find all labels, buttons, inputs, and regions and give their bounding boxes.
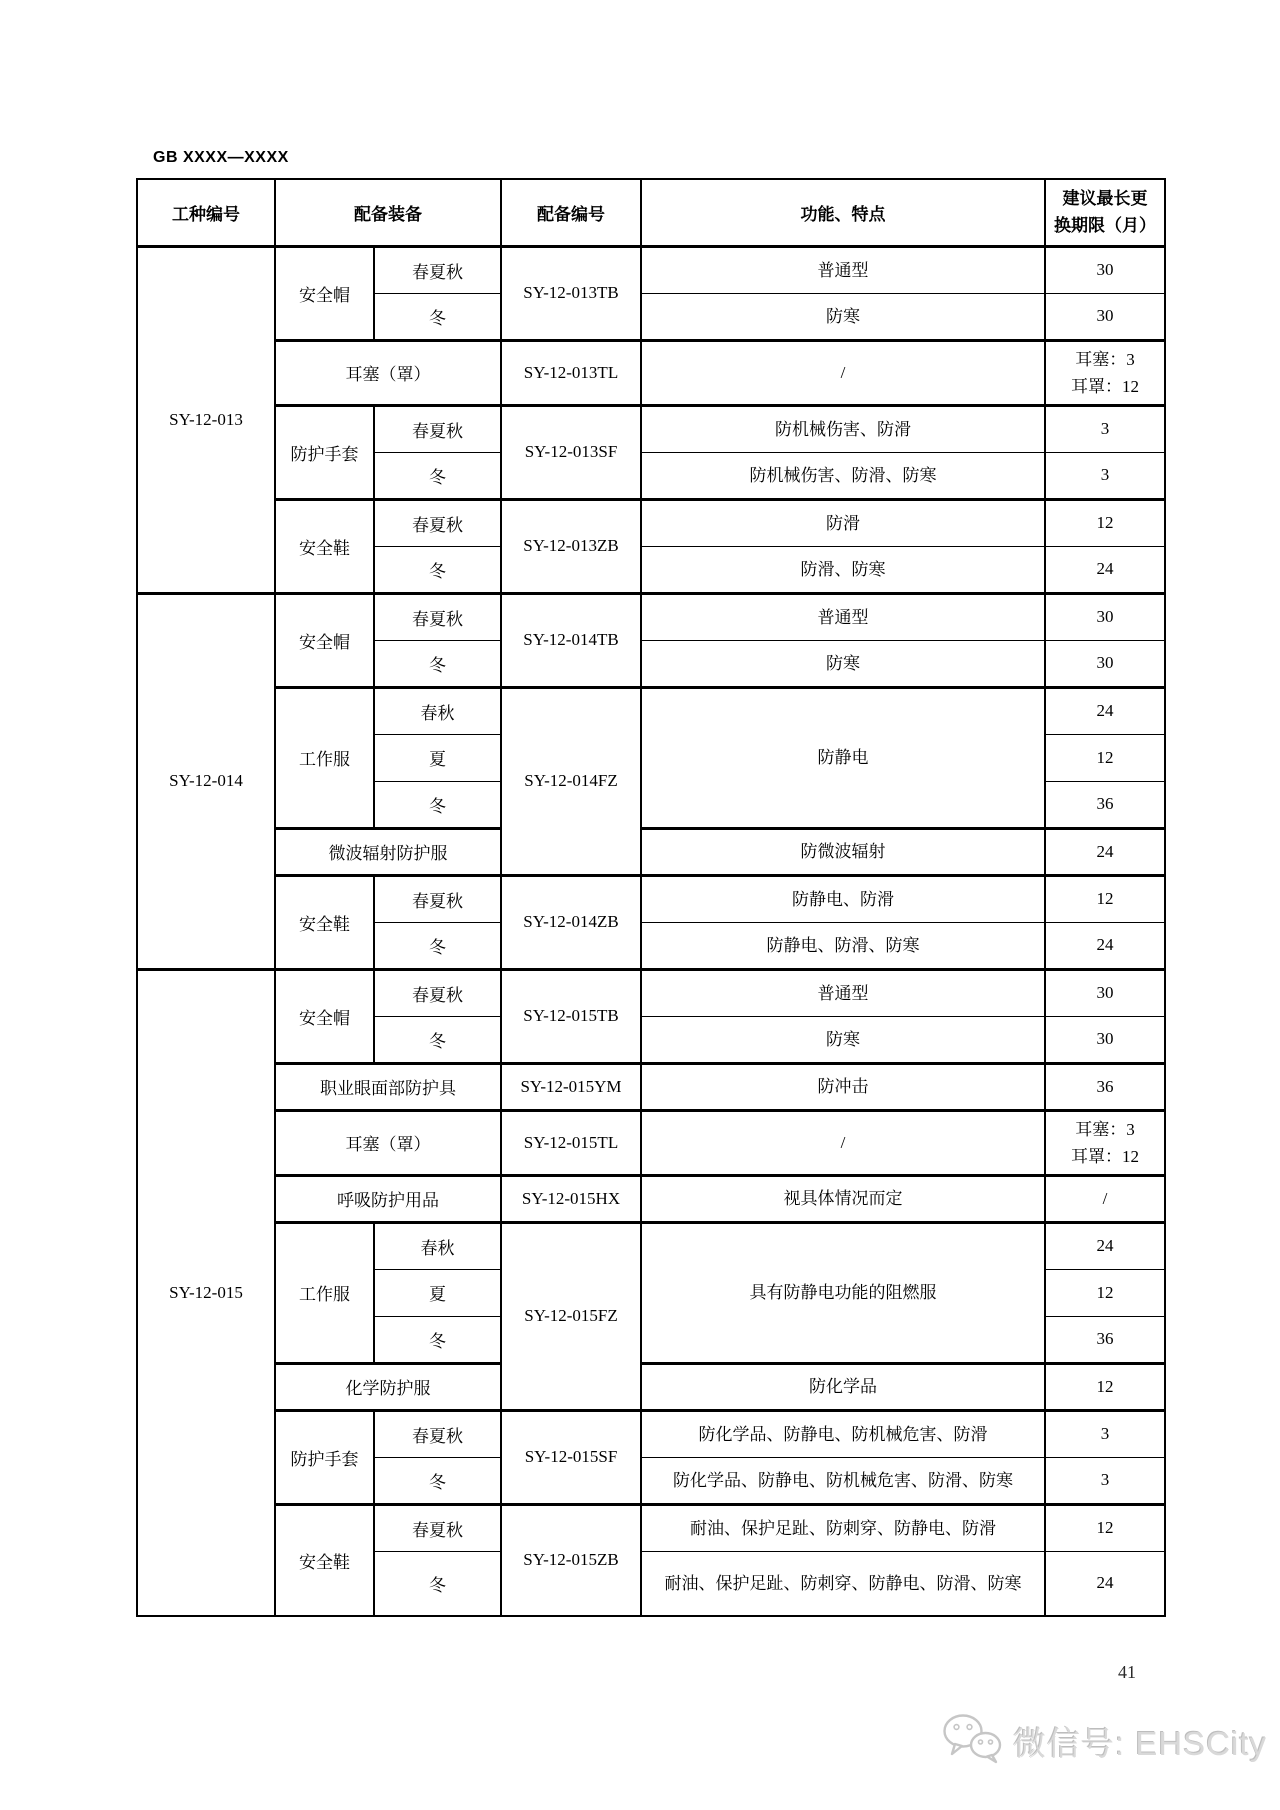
equipment-code-cell: SY-12-015YM — [501, 1063, 641, 1110]
table-row — [137, 1063, 1165, 1110]
season-cell: 冬 — [374, 1316, 501, 1363]
header-code: 配备编号 — [501, 179, 641, 246]
table-row — [137, 875, 1165, 922]
function-cell: 防冲击 — [641, 1063, 1045, 1110]
season-cell: 冬 — [374, 1551, 501, 1616]
function-cell: 普通型 — [641, 593, 1045, 640]
function-cell: 防化学品、防静电、防机械危害、防滑、防寒 — [641, 1457, 1045, 1504]
header-function: 功能、特点 — [641, 179, 1045, 246]
function-cell: 防化学品、防静电、防机械危害、防滑 — [641, 1410, 1045, 1457]
equipment-name-cell: 微波辐射防护服 — [275, 828, 501, 875]
equipment-code-cell: SY-12-015TL — [501, 1110, 641, 1175]
function-cell: 防寒 — [641, 640, 1045, 687]
season-cell: 春夏秋 — [374, 969, 501, 1016]
period-cell: 24 — [1045, 1222, 1165, 1269]
period-cell: 12 — [1045, 1269, 1165, 1316]
table-row — [137, 499, 1165, 546]
season-cell: 春夏秋 — [374, 246, 501, 293]
equipment-name-cell: 安全帽 — [275, 593, 374, 687]
equipment-code-cell: SY-12-014TB — [501, 593, 641, 687]
period-cell: 3 — [1045, 405, 1165, 452]
function-cell: / — [641, 1110, 1045, 1175]
function-cell: 防静电、防滑 — [641, 875, 1045, 922]
period-cell: 12 — [1045, 1504, 1165, 1551]
job-id-cell: SY-12-015 — [137, 969, 275, 1616]
period-cell: 30 — [1045, 640, 1165, 687]
function-cell: 防滑、防寒 — [641, 546, 1045, 593]
equipment-code-cell: SY-12-015ZB — [501, 1504, 641, 1616]
equipment-name-cell: 化学防护服 — [275, 1363, 501, 1410]
table-row — [137, 687, 1165, 734]
function-cell: 具有防静电功能的阻燃服 — [641, 1222, 1045, 1363]
equipment-name-cell: 安全鞋 — [275, 875, 374, 969]
job-id-cell: SY-12-013 — [137, 246, 275, 593]
equipment-name-cell: 安全帽 — [275, 969, 374, 1063]
period-cell: 3 — [1045, 1410, 1165, 1457]
season-cell: 春夏秋 — [374, 593, 501, 640]
header-period-line1: 建议最长更 — [1062, 189, 1148, 209]
function-cell: 防静电、防滑、防寒 — [641, 922, 1045, 969]
equipment-name-cell: 工作服 — [275, 1222, 374, 1363]
period-cell: 30 — [1045, 593, 1165, 640]
table-row — [137, 828, 1165, 875]
season-cell: 春秋 — [374, 687, 501, 734]
period-cell: 12 — [1045, 734, 1165, 781]
period-cell: 12 — [1045, 499, 1165, 546]
season-cell: 夏 — [374, 734, 501, 781]
period-cell: / — [1045, 1175, 1165, 1222]
season-cell: 春夏秋 — [374, 875, 501, 922]
table-row — [137, 405, 1165, 452]
watermark — [942, 1712, 1267, 1771]
period-line2: 耳罩：12 — [1071, 376, 1139, 396]
equipment-code-cell: SY-12-013TL — [501, 340, 641, 405]
period-cell: 24 — [1045, 828, 1165, 875]
function-cell: 防静电 — [641, 687, 1045, 828]
equipment-name-cell: 安全鞋 — [275, 1504, 374, 1616]
equipment-name-cell: 防护手套 — [275, 1410, 374, 1504]
table-row — [137, 1363, 1165, 1410]
equipment-name-cell: 安全鞋 — [275, 499, 374, 593]
season-cell: 春秋 — [374, 1222, 501, 1269]
header-period-line2: 换期限（月） — [1054, 216, 1156, 236]
equipment-code-cell: SY-12-015TB — [501, 969, 641, 1063]
function-cell: 防滑 — [641, 499, 1045, 546]
equipment-code-cell: SY-12-014FZ — [501, 687, 641, 875]
equipment-code-cell: SY-12-013TB — [501, 246, 641, 340]
season-cell: 冬 — [374, 922, 501, 969]
table-row — [137, 246, 1165, 293]
equipment-code-cell: SY-12-015HX — [501, 1175, 641, 1222]
job-id-cell: SY-12-014 — [137, 593, 275, 969]
period-cell: 12 — [1045, 1363, 1165, 1410]
header-job: 工种编号 — [137, 179, 275, 246]
equipment-code-cell: SY-12-014ZB — [501, 875, 641, 969]
season-cell: 冬 — [374, 293, 501, 340]
period-line1: 耳塞：3 — [1075, 349, 1135, 369]
table-row — [137, 1222, 1165, 1269]
season-cell: 冬 — [374, 1457, 501, 1504]
season-cell: 春夏秋 — [374, 1504, 501, 1551]
equipment-name-cell: 安全帽 — [275, 246, 374, 340]
wechat-icon — [942, 1712, 1004, 1771]
equipment-code-cell: SY-12-013SF — [501, 405, 641, 499]
table-header-row — [137, 179, 1165, 246]
period-cell: 30 — [1045, 246, 1165, 293]
period-cell: 36 — [1045, 1063, 1165, 1110]
equipment-name-cell: 防护手套 — [275, 405, 374, 499]
period-cell: 3 — [1045, 1457, 1165, 1504]
function-cell: 防寒 — [641, 293, 1045, 340]
equipment-name-cell: 呼吸防护用品 — [275, 1175, 501, 1222]
period-cell: 3 — [1045, 452, 1165, 499]
period-cell — [1045, 1110, 1165, 1175]
function-cell: 防机械伤害、防滑 — [641, 405, 1045, 452]
season-cell: 冬 — [374, 1016, 501, 1063]
table-row — [137, 1410, 1165, 1457]
function-cell: 防寒 — [641, 1016, 1045, 1063]
period-cell: 24 — [1045, 1551, 1165, 1616]
period-cell: 30 — [1045, 293, 1165, 340]
season-cell: 冬 — [374, 546, 501, 593]
page-number: 41 — [1118, 1662, 1136, 1682]
period-cell: 24 — [1045, 922, 1165, 969]
period-cell: 36 — [1045, 781, 1165, 828]
season-cell: 春夏秋 — [374, 499, 501, 546]
season-cell: 冬 — [374, 452, 501, 499]
function-cell: 防微波辐射 — [641, 828, 1045, 875]
season-cell: 冬 — [374, 640, 501, 687]
period-cell: 24 — [1045, 546, 1165, 593]
period-cell: 12 — [1045, 875, 1165, 922]
season-cell: 夏 — [374, 1269, 501, 1316]
period-cell: 24 — [1045, 687, 1165, 734]
function-cell: / — [641, 340, 1045, 405]
season-cell: 冬 — [374, 781, 501, 828]
period-cell: 36 — [1045, 1316, 1165, 1363]
function-cell: 防机械伤害、防滑、防寒 — [641, 452, 1045, 499]
table-row — [137, 969, 1165, 1016]
function-cell: 防化学品 — [641, 1363, 1045, 1410]
header-equipment: 配备装备 — [275, 179, 501, 246]
function-cell: 普通型 — [641, 246, 1045, 293]
standard-code: GB XXXX—XXXX — [153, 149, 289, 166]
function-cell: 普通型 — [641, 969, 1045, 1016]
watermark-label: 微信号: EHSCity — [1013, 1725, 1268, 1762]
period-line1: 耳塞：3 — [1075, 1119, 1135, 1139]
equipment-name-cell: 工作服 — [275, 687, 374, 828]
header-period — [1045, 179, 1165, 246]
season-cell: 春夏秋 — [374, 405, 501, 452]
period-line2: 耳罩：12 — [1071, 1146, 1139, 1166]
period-cell — [1045, 340, 1165, 405]
table-row — [137, 1110, 1165, 1175]
period-cell: 30 — [1045, 1016, 1165, 1063]
season-cell: 春夏秋 — [374, 1410, 501, 1457]
equipment-name-cell: 职业眼面部防护具 — [275, 1063, 501, 1110]
equipment-code-cell: SY-12-015FZ — [501, 1222, 641, 1410]
equipment-code-cell: SY-12-013ZB — [501, 499, 641, 593]
equipment-name-cell: 耳塞（罩） — [275, 1110, 501, 1175]
table-row — [137, 1175, 1165, 1222]
function-cell: 耐油、保护足趾、防刺穿、防静电、防滑、防寒 — [641, 1551, 1045, 1616]
function-cell: 视具体情况而定 — [641, 1175, 1045, 1222]
period-cell: 30 — [1045, 969, 1165, 1016]
table-row — [137, 1504, 1165, 1551]
equipment-name-cell: 耳塞（罩） — [275, 340, 501, 405]
equipment-code-cell: SY-12-015SF — [501, 1410, 641, 1504]
table-row — [137, 340, 1165, 405]
function-cell: 耐油、保护足趾、防刺穿、防静电、防滑 — [641, 1504, 1045, 1551]
table-row — [137, 593, 1165, 640]
ppe-table — [136, 178, 1166, 1617]
